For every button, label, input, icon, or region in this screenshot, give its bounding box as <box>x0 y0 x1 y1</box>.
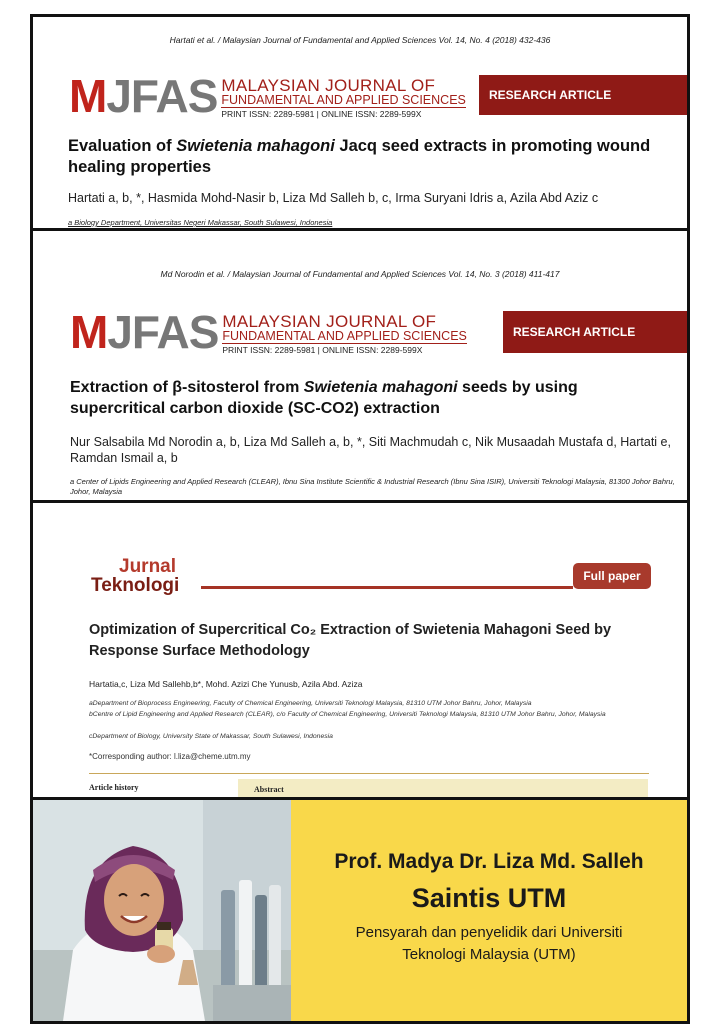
affiliation-a: aDepartment of Bioprocess Engineering, Faculty of Chemical Engineering, Universiti Teknologi Malaysia, 81310 UTM Johor Bahru, Johor, Malaysia <box>89 700 532 707</box>
article-title: Optimization of Supercritical Co₂ Extraction of Swietenia Mahagoni Seed by Response Surface Methodology <box>89 622 612 659</box>
article-clipping-2 <box>30 228 690 508</box>
article-authors: Hartati a, b, *, Hasmida Mohd-Nasir b, Liza Md Salleh b, c, Irma Suryani Idris a, Azila Abd Aziz c <box>68 191 599 205</box>
research-article-badge: RESEARCH ARTICLE <box>479 75 690 115</box>
running-head: Hartati et al. / Malaysian Journal of Fundamental and Applied Sciences Vol. 14, No. 4 (2018) 432-436 <box>169 35 551 45</box>
header-rule <box>201 586 573 589</box>
research-article-badge: RESEARCH ARTICLE <box>503 311 690 353</box>
article-title: Extraction of β-sitosterol from Swietenia mahagoni seeds by using supercritical carbon dioxide (SC-CO2) extraction <box>70 379 578 417</box>
article-title: Evaluation of Swietenia mahagoni Jacq seed extracts in promoting wound healing properties <box>68 137 651 176</box>
mjfas-logo: MJFAS MALAYSIAN JOURNAL OF FUNDAMENTAL AND APPLIED SCIENCES PRINT ISSN: 2289-5981 | ONLINE ISSN: 2289-599X <box>69 70 466 122</box>
article-clipping-3 <box>30 500 690 806</box>
divider <box>89 773 649 774</box>
profile-card <box>30 797 690 1024</box>
corresponding-author: *Corresponding author: l.liza@cheme.utm.my <box>89 752 251 761</box>
article-authors: Nur Salsabila Md Norodin a, b, Liza Md Salleh a, b, *, Siti Machmudah c, Nik Musaadah Mustafa d, Hartati e, Ramdan Ismail a, b <box>70 435 671 465</box>
article-authors: Hartatia,c, Liza Md Sallehb,b*, Mohd. Azizi Che Yunusb, Azila Abd. Aziza <box>89 679 363 689</box>
profile-name: Prof. Madya Dr. Liza Md. Salleh <box>334 850 644 873</box>
profile-caption-panel <box>291 800 687 1021</box>
article-history-label: Article history <box>89 783 139 792</box>
profile-desc-line1: Pensyarah dan penyelidik dari Universiti <box>355 924 623 941</box>
abstract-label: Abstract <box>254 785 284 794</box>
jurnal-teknologi-logo: Jurnal Teknologi <box>91 556 180 596</box>
mjfas-logo: MJFAS MALAYSIAN JOURNAL OF FUNDAMENTAL AND APPLIED SCIENCES PRINT ISSN: 2289-5981 | ONLINE ISSN: 2289-599X <box>70 306 467 358</box>
profile-desc-line2: Teknologi Malaysia (UTM) <box>402 946 576 963</box>
affiliation-c: cDepartment of Biology, University State of Makassar, South Sulawesi, Indonesia <box>89 733 333 740</box>
affiliation: a Biology Department, Universitas Negeri Makassar, South Sulawesi, Indonesia <box>68 218 333 227</box>
profile-role: Saintis UTM <box>411 883 567 913</box>
affiliation: a Center of Lipids Engineering and Applied Research (CLEAR), Ibnu Sina Institute Scientific & Industrial Research (Ibnu Sina ISIR), Universiti Teknologi Malaysia, 81300 Johor Bahru, Johor, Malaysia <box>70 477 675 496</box>
full-paper-badge: Full paper <box>573 563 651 589</box>
scientist-illustration <box>33 800 291 1021</box>
portrait-photo <box>33 800 291 1021</box>
affiliation-b: bCentre of Lipid Engineering and Applied Research (CLEAR), c/o Faculty of Chemical Engineering, Universiti Teknologi Malaysia, 81310 UTM Johor Bahru, Johor, Malaysia <box>89 711 606 718</box>
running-head: Md Norodin et al. / Malaysian Journal of Fundamental and Applied Sciences Vol. 14, No. 3 (2018) 411-417 <box>160 269 560 279</box>
article-clipping-1 <box>30 14 690 236</box>
